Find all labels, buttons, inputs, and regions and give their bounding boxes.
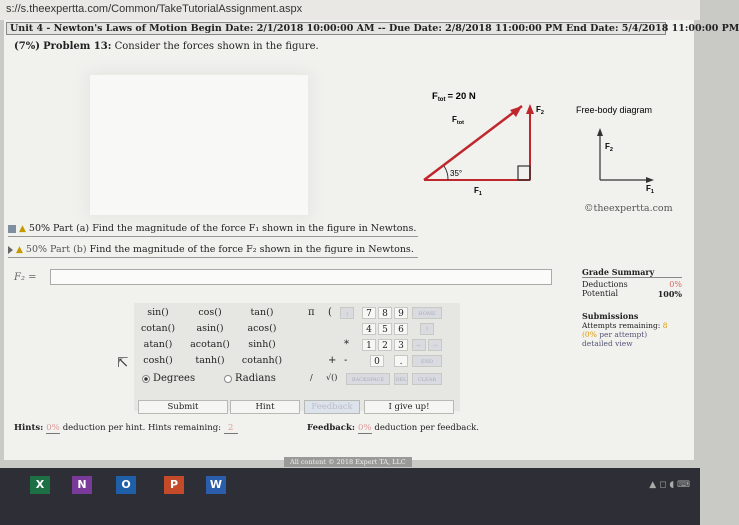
times-button[interactable]: *	[344, 339, 349, 350]
atan-button[interactable]: atan()	[143, 339, 173, 350]
attempts-value: 8	[662, 321, 668, 330]
degrees-option[interactable]	[142, 373, 195, 384]
dot-button[interactable]: .	[394, 355, 408, 367]
svg-text:Ftot	[452, 115, 464, 126]
submissions-title: Submissions	[582, 311, 639, 321]
hints-label: Hints:	[14, 423, 44, 433]
excel-icon[interactable]: X	[30, 476, 50, 494]
svg-text:F1	[474, 186, 482, 197]
cotan-button[interactable]: cotan()	[140, 323, 176, 334]
svg-text:Ftot= 20 N	[432, 91, 476, 103]
right-arrow-button[interactable]: →	[428, 339, 442, 351]
tanh-button[interactable]: tanh()	[195, 355, 225, 366]
ftot-arrow	[424, 106, 522, 180]
divide-button[interactable]: /	[310, 373, 313, 382]
feedback-label: Feedback:	[307, 423, 355, 433]
clear-button[interactable]: CLEAR	[412, 373, 442, 385]
acos-button[interactable]: acos()	[247, 323, 277, 334]
assignment-page	[4, 20, 739, 466]
key-1[interactable]: 1	[362, 339, 376, 351]
sqrt-button[interactable]: √()	[326, 373, 338, 382]
radians-radio[interactable]	[224, 375, 232, 383]
play-icon	[8, 246, 13, 254]
answer-label: F₂ =	[14, 272, 37, 283]
part-a-text: Find the magnitude of the force F₁ shown in the figure in Newtons.	[92, 223, 417, 234]
angle-label: 35°	[450, 169, 463, 178]
f1-sub: 1	[478, 191, 482, 197]
part-b-row[interactable]	[8, 244, 414, 255]
del-button[interactable]: DEL	[394, 373, 408, 385]
svg-text:F1	[646, 184, 654, 195]
grade-summary	[582, 267, 682, 299]
radians-option[interactable]	[224, 373, 276, 384]
word-icon[interactable]: W	[206, 476, 226, 494]
key-8[interactable]: 8	[378, 307, 392, 319]
submissions-panel	[582, 312, 682, 348]
problem-percent: (7%)	[14, 41, 40, 52]
warning-icon: ▲	[19, 224, 26, 234]
minus-button[interactable]: -	[344, 355, 348, 366]
fbd-f1-sub: 1	[650, 189, 654, 195]
part-a-row[interactable]	[8, 223, 416, 234]
footer: All content © 2018 Expert TA, LLC	[284, 457, 412, 467]
sin-button[interactable]: sin()	[147, 307, 169, 318]
up-button[interactable]: ↑	[420, 323, 434, 335]
warning-icon: ▲	[16, 245, 23, 255]
f2-label: F	[536, 105, 541, 114]
submit-button[interactable]: Submit	[138, 400, 228, 414]
left-arrow-button[interactable]: ←	[412, 339, 426, 351]
home-button[interactable]: HOME	[412, 307, 442, 319]
pi-button[interactable]: π	[308, 307, 315, 318]
copyright-text: ©theexpertta.com	[584, 203, 673, 214]
part-a-square-icon	[8, 225, 16, 233]
problem-text: Consider the forces shown in the figure.	[114, 41, 319, 52]
feedback-button[interactable]: Feedback	[304, 400, 360, 414]
plus-button[interactable]: +	[328, 355, 337, 366]
deductions-label: Deductions	[582, 280, 628, 289]
mouse-cursor-icon: ⇱	[117, 355, 129, 371]
part-a-percent: 50% Part (a)	[28, 223, 90, 234]
key-5[interactable]: 5	[378, 323, 392, 335]
open-paren-button[interactable]: (	[328, 307, 332, 318]
degrees-radio[interactable]	[142, 375, 150, 383]
give-up-button[interactable]: I give up!	[364, 400, 454, 414]
fbd-f2-label: F	[605, 142, 610, 151]
fbd-title: Free-body diagram	[576, 105, 653, 115]
f1-label: F	[474, 186, 479, 195]
address-bar[interactable]	[0, 0, 700, 20]
hints-pct: 0%	[46, 423, 60, 433]
potential-label: Potential	[582, 289, 619, 298]
key-7[interactable]: 7	[362, 307, 376, 319]
hints-remaining: 2	[224, 423, 238, 434]
backspace-button[interactable]: BACKSPACE	[346, 373, 390, 385]
svg-text:F2	[605, 142, 613, 153]
ftot-arrowhead	[510, 106, 522, 117]
key-6[interactable]: 6	[394, 323, 408, 335]
key-0[interactable]: 0	[370, 355, 384, 367]
grade-summary-title: Grade Summary	[582, 267, 682, 278]
ftot-label: F	[432, 91, 438, 102]
tan-button[interactable]: tan()	[250, 307, 274, 318]
taskbar	[0, 468, 700, 525]
hint-button[interactable]: Hint	[230, 400, 300, 414]
calculator-panel	[134, 303, 460, 411]
f2-sub: 2	[540, 110, 544, 116]
fbd-f1-label: F	[646, 184, 651, 193]
deductions-value: 0%	[669, 280, 682, 289]
answer-input[interactable]	[50, 269, 552, 285]
feedback-line	[307, 423, 479, 434]
cosh-button[interactable]: cosh()	[143, 355, 173, 366]
potential-value: 100%	[657, 289, 682, 299]
problem-number: Problem 13:	[43, 41, 112, 52]
cotanh-button[interactable]: cotanh()	[241, 355, 283, 366]
close-paren-button[interactable]: )	[340, 307, 354, 319]
force-figure	[414, 80, 684, 200]
blank-image-area	[90, 75, 308, 215]
key-2[interactable]: 2	[378, 339, 392, 351]
powerpoint-icon[interactable]: P	[164, 476, 184, 494]
degrees-label: Degrees	[153, 373, 196, 384]
problem-statement	[14, 41, 319, 52]
ftot-value: = 20 N	[447, 91, 476, 102]
ftot-arrow-label: F	[452, 115, 457, 124]
detailed-view-link[interactable]: detailed view	[582, 339, 633, 348]
key-3[interactable]: 3	[394, 339, 408, 351]
onenote-icon[interactable]: N	[72, 476, 92, 494]
attempts-label: Attempts remaining:	[582, 321, 661, 330]
feedback-text: deduction per feedback.	[374, 423, 479, 433]
sinh-button[interactable]: sinh()	[248, 339, 276, 350]
key-4[interactable]: 4	[362, 323, 376, 335]
per-attempt-label: per attempt)	[599, 330, 648, 339]
hints-text: deduction per hint. Hints remaining:	[62, 423, 221, 433]
feedback-pct: 0%	[357, 423, 372, 433]
outlook-icon[interactable]: O	[116, 476, 136, 494]
system-tray-icon[interactable]: ▲ ◻ ◖ ⌨	[649, 480, 690, 490]
right-angle-mark	[518, 166, 530, 180]
cos-button[interactable]: cos()	[198, 307, 222, 318]
radians-label: Radians	[235, 373, 276, 384]
url-text: s://s.theexpertta.com/Common/TakeTutorialAssignment.aspx	[6, 3, 303, 15]
ftot-arrow-sub: tot	[456, 120, 464, 126]
f2-arrowhead	[526, 104, 534, 114]
acotan-button[interactable]: acotan()	[190, 339, 230, 350]
ftot-sub: tot	[437, 97, 446, 103]
unit-header: Unit 4 - Newton's Laws of Motion Begin Date: 2/1/2018 10:00:00 AM -- Due Date: 2/8/2018 11:00:00 PM End Date: 5/4/2018 11:00:00 PM	[6, 22, 666, 35]
hints-line	[14, 423, 238, 434]
part-b-text: Find the magnitude of the force F₂ shown in the figure in Newtons.	[89, 244, 414, 255]
per-attempt-value: (0%	[582, 330, 597, 339]
fbd-f2-sub: 2	[609, 147, 613, 153]
asin-button[interactable]: asin()	[196, 323, 224, 334]
end-button[interactable]: END	[412, 355, 442, 367]
key-9[interactable]: 9	[394, 307, 408, 319]
svg-text:F2	[536, 105, 544, 116]
part-b-percent: 50% Part (b)	[25, 244, 87, 255]
